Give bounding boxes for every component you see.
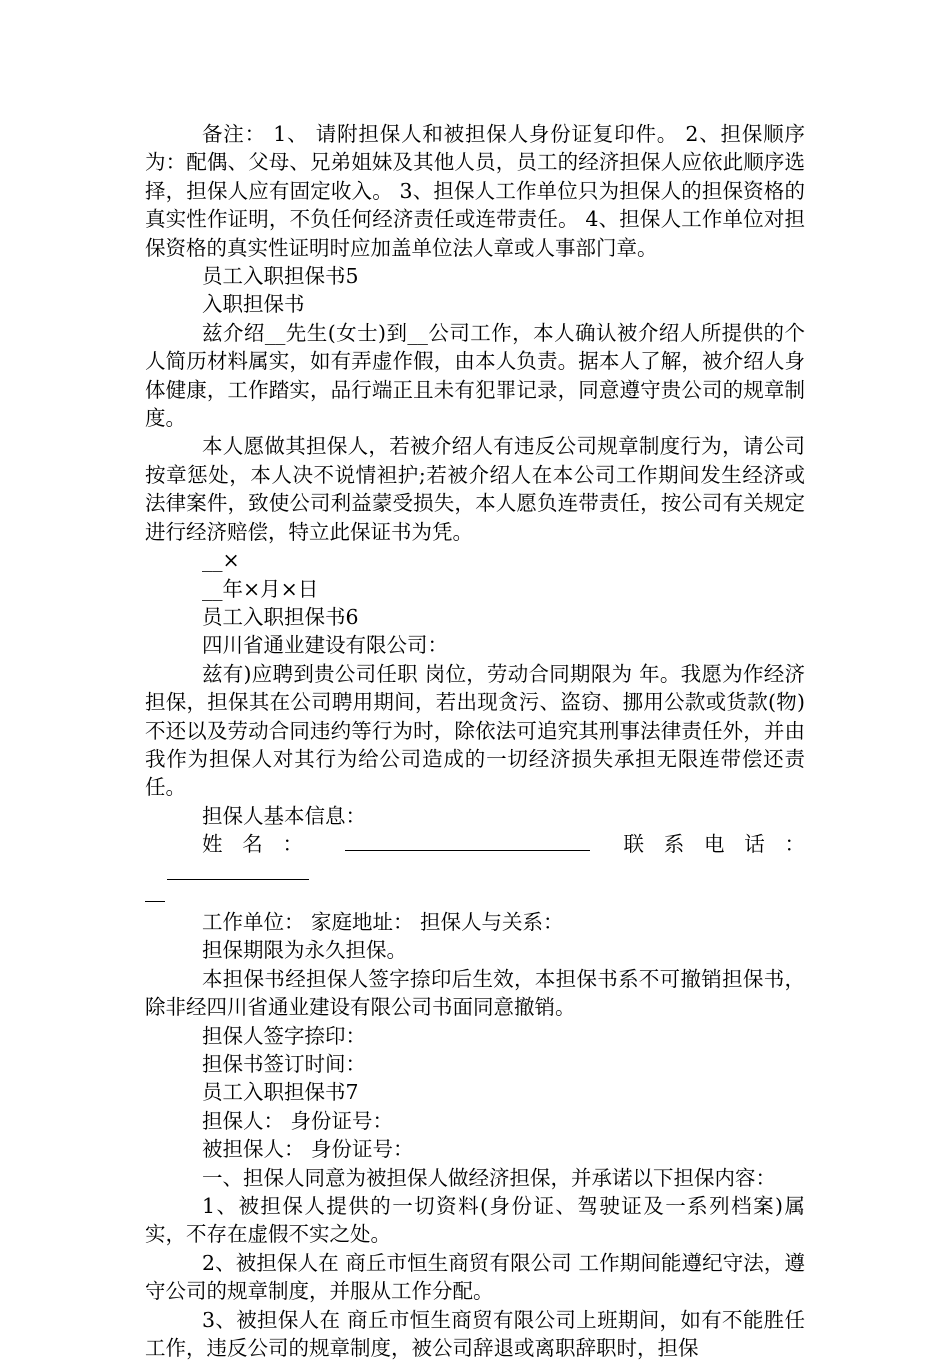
- date-6: 担保书签订时间：: [202, 1052, 366, 1076]
- signature-5: __×: [202, 548, 240, 573]
- guaranteed-line: 被担保人： 身份证号：: [202, 1137, 414, 1162]
- paragraph-5-2: 本人愿做其担保人，若被介绍人有违反公司规章制度行为，请公司按章惩处，本人决不说情袒护;若被介绍人在本公司工作期间发生经济或法律案件，致使公司利益蒙受损失，本人愿负连带责任，按公司有关规定进行经济赔偿，特立此保证书为凭。: [145, 434, 805, 544]
- clause-intro: 一、担保人同意为被担保人做经济担保，并承诺以下担保内容：: [202, 1165, 776, 1190]
- note-paragraph: 备注： 1、 请附担保人和被担保人身份证复印件。 2、担保顺序为：配偶、父母、兄弟姐妹及其他人员，员工的经济担保人应依此顺序选择，担保人应有固定收入。 3、担保人工作单位只为担保人的担保资格的真实性作证明，不负任何经济责任或连带责任。 4、担保人工作单位对担保资格的真实性证明时应加盖单位法人章或人事部门章。: [145, 122, 805, 260]
- name-phone-line: [145, 830, 805, 887]
- clause-3: 3、被担保人在 商丘市恒生商贸有限公司上班期间，如有不能胜任工作，违反公司的规章制度，被公司辞退或离职辞职时，担保: [145, 1307, 805, 1361]
- date-5: __年×月×日: [202, 576, 319, 601]
- phone-blank-continuation: [145, 887, 165, 902]
- clause-2: 2、被担保人在 商丘市恒生商贸有限公司 工作期间能遵纪守法，遵守公司的规章制度，并服从工作分配。: [145, 1250, 805, 1304]
- work-address-line: 工作单位： 家庭地址： 担保人与关系：: [202, 909, 564, 934]
- name-blank: [345, 832, 590, 851]
- clause-1: 1、被担保人提供的一切资料(身份证、驾驶证及一系列档案)属实，不存在虚假不实之处。: [145, 1194, 805, 1247]
- heading-7: 员工入职担保书7: [202, 1080, 359, 1105]
- paragraph-6-2: 本担保书经担保人签字捺印后生效，本担保书系不可撤销担保书，除非经四川省通业建设有限公司书面同意撤销。: [145, 966, 805, 1020]
- paragraph-6-1: 兹有)应聘到贵公司任职 岗位，劳动合同期限为 年。我愿为作经济担保，担保其在公司聘用期间，若出现贪污、盗窃、挪用公款或货款(物)不还以及劳动合同违约等行为时，除依法可追究其刑事法律责任外，并由我作为担保人对其行为给公司造成的一切经济损失承担无限连带偿还责任。: [145, 661, 805, 800]
- guarantor-info-title: 担保人基本信息：: [202, 803, 366, 828]
- guarantor-line: 担保人： 身份证号：: [202, 1108, 394, 1133]
- heading-5: 员工入职担保书5: [202, 264, 359, 289]
- guarantee-period: 担保期限为永久担保。: [202, 938, 407, 963]
- name-label: 姓名：: [202, 832, 323, 857]
- signature-6: 担保人签字捺印：: [202, 1023, 366, 1048]
- phone-blank: [167, 861, 309, 880]
- paragraph-5-1: 兹介绍__先生(女士)到__公司工作，本人确认被介绍人所提供的个人简历材料属实，如有弄虚作假，由本人负责。据本人了解，被介绍人身体健康，工作踏实，品行端正且未有犯罪记录，同意遵守贵公司的规章制度。: [145, 320, 805, 431]
- document-page: [145, 120, 805, 1362]
- title-5: 入职担保书: [202, 292, 305, 317]
- company-6: 四川省通业建设有限公司：: [202, 633, 448, 658]
- phone-label: 联系电话：: [603, 832, 805, 857]
- heading-6: 员工入职担保书6: [202, 604, 359, 629]
